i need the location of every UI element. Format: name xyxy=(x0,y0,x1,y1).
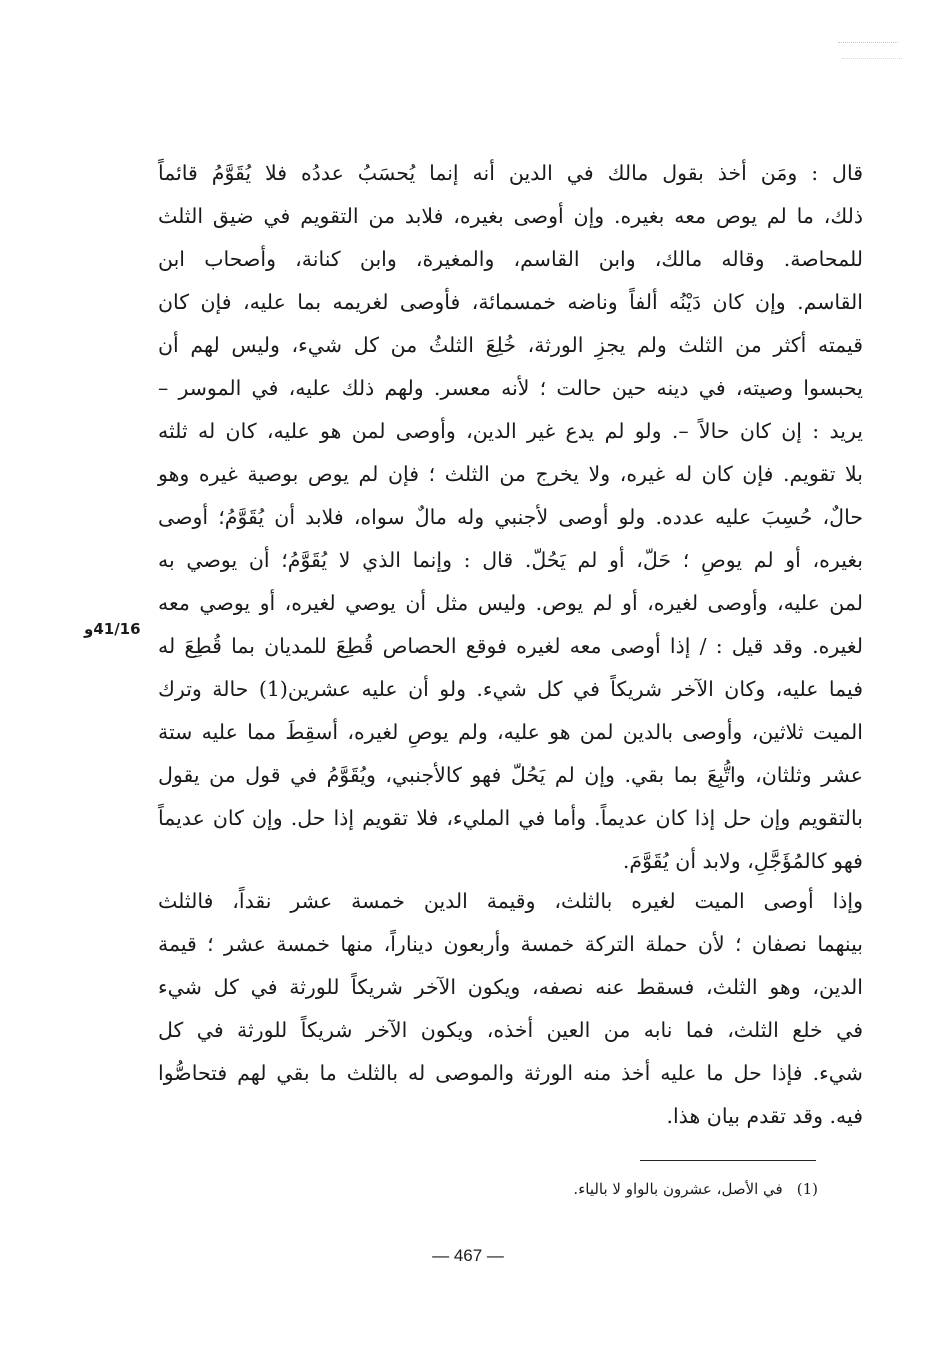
text-line: يريد : إن كان حالاً –. ولو لم يدع غير الدين، وأوصى لمن هو عليه، كان له ثلثه xyxy=(158,419,863,443)
paragraph-main xyxy=(158,152,863,883)
text-line: فهو كالمُؤَجَّلِ، ولابد أن يُقَوَّمَ. xyxy=(622,849,863,873)
footnote xyxy=(573,1180,818,1198)
text-line: عشر وثلثان، واتُّبِعَ بما بقي. وإن لم يَحُلّ فهو كالأجنبي، ويُقَوَّمُ في قول من يقول xyxy=(158,763,863,787)
text-line: القاسم. وإن كان دَيْنُه ألفاً وناضه خمسمائة، فأوصى لغريمه بما عليه، فإن كان xyxy=(158,290,863,314)
text-line: يحبسوا وصيته، في دينه حين حالت ؛ لأنه معسر. ولهم ذلك عليه، في الموسر – xyxy=(158,376,863,400)
footnote-text: في الأصل، عشرون بالواو لا بالياء. xyxy=(573,1180,783,1198)
text-line: شيء. فإذا حل ما عليه أخذ منه الورثة والموصى له بالثلث ما بقي لهم فتحاصُّوا xyxy=(158,1061,863,1085)
text-line: حالٌ، حُسِبَ عليه عدده. ولو أوصى لأجنبي وله مالٌ سواه، فلابد أن يُقَوَّمُ؛ أوصى xyxy=(158,505,863,529)
text-line: فيه. وقد تقدم بيان هذا. xyxy=(666,1104,863,1128)
text-line: بلا تقويم. فإن كان له غيره، ولا يخرج من الثلث ؛ فإن لم يوص بوصية غيره وهو xyxy=(158,462,863,486)
text-line: فيما عليه، وكان الآخر شريكاً في كل شيء. ولو أن عليه عشرين(1) حالة وترك xyxy=(158,677,863,701)
text-line: لمن عليه، وأوصى لغيره، أو لم يوص. وليس مثل أن يوصي لغيره، أو يوصي معه xyxy=(158,591,863,615)
text-line: بينهما نصفان ؛ لأن حملة التركة خمسة وأربعون ديناراً، منها خمسة عشر ؛ قيمة xyxy=(158,932,863,956)
text-line: الدين، وهو الثلث، فسقط عنه نصفه، ويكون الآخر شريكاً للورثة في كل شيء xyxy=(158,975,863,999)
text-line: في خلع الثلث، فما نابه من العين أخذه، ويكون الآخر شريكاً للورثة في كل xyxy=(158,1018,863,1042)
page-number: — 467 — xyxy=(432,1246,504,1265)
text-line: الميت ثلاثين، وأوصى بالدين لمن هو عليه، ولم يوصِ لغيره، أسقِطَ مما عليه ستة xyxy=(158,720,863,744)
text-line: ذلك، ما لم يوص معه بغيره. وإن أوصى بغيره، فلابد من التقويم في ضيق الثلث xyxy=(158,204,863,228)
text-line: للمحاصة. وقاله مالك، وابن القاسم، والمغيرة، وابن كنانة، وأصحاب ابن xyxy=(158,247,863,271)
text-line: لغيره. وقد قيل : / إذا أوصى معه لغيره فوقع الحصاص قُطِعَ للمديان بما قُطِعَ له xyxy=(158,634,863,658)
text-line: قال : ومَن أخذ بقول مالك في الدين أنه إنما يُحسَبُ عددُه فلا يُقَوَّمُ قائماً xyxy=(158,161,863,185)
scan-artifact xyxy=(838,42,898,45)
text-line: قيمته أكثر من الثلث ولم يجزِ الورثة، خُلِعَ الثلثُ من كل شيء، وليس لهم أن xyxy=(158,333,863,357)
text-line: وإذا أوصى الميت لغيره بالثلث، وقيمة الدين خمسة عشر نقداً، فالثلث xyxy=(158,889,863,913)
text-line: بغيره، أو لم يوصِ ؛ حَلّ، أو لم يَحُلّ. قال : وإنما الذي لا يُقَوَّمُ؛ أن يوصي به xyxy=(158,548,863,572)
footnote-number: (1) xyxy=(796,1180,818,1198)
paragraph-second xyxy=(158,880,863,1138)
text-line: بالتقويم وإن حل إذا كان عديماً. وأما في المليء، فلا تقويم إذا حل. وإن كان عديماً xyxy=(158,806,863,830)
scan-artifact xyxy=(842,58,902,61)
manuscript-folio-note: 41/16و xyxy=(84,620,141,638)
footnote-divider xyxy=(640,1160,816,1161)
